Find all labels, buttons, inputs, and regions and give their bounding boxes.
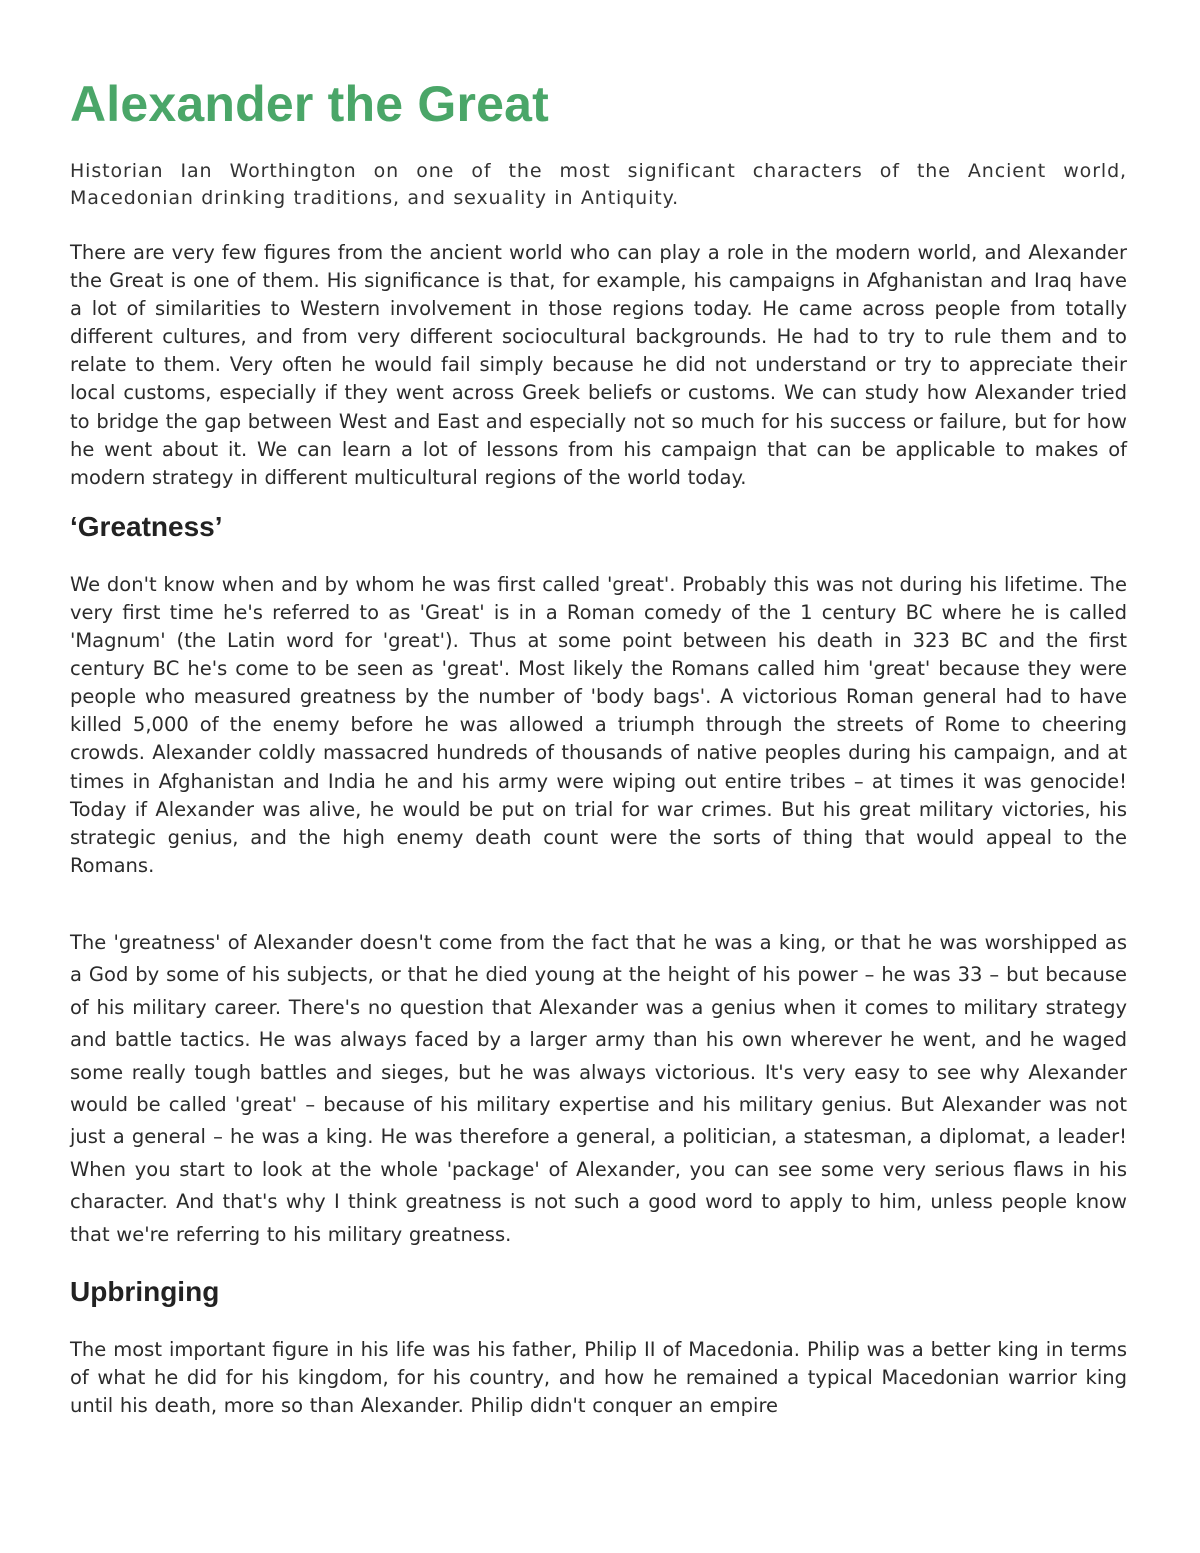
page-title: Alexander the Great [70, 76, 549, 132]
article-subtitle: Historian Ian Worthington on one of the most significant characters of the Ancient world, Macedonian drinking traditions, and sexuality in Antiquity. [70, 160, 1127, 209]
greatness-paragraph-2: The 'greatness' of Alexander doesn't come from the fact that he was a king, or that he was worshipped as a God by some of his subjects, or that he died young at the height of his power – he was 33 – but because of his military career. There's no question that Alexander was a genius when it comes to military strategy and battle tactics. He was always faced by a larger army than his own wherever he went, and he waged some really tough battles and sieges, but he was always victorious. It's very easy to see why Alexander would be called 'great' – because of his military expertise and his military genius. But Alexander was not just a general – he was a king. He was therefore a general, a politician, a statesman, a diplomat, a leader! When you start to look at the whole 'package' of Alexander, you can see some very serious flaws in his character. And that's why I think greatness is not such a good word to apply to him, unless people know that we're referring to his military greatness. [70, 930, 1127, 1246]
upbringing-paragraph-1: The most important figure in his life was his father, Philip II of Macedonia. Philip was a better king in terms of what he did for his kingdom, for his country, and how he remained a typical Macedonian warrior king until his death, more so than Alexander. Philip didn't conquer an empire [70, 1337, 1127, 1418]
section-heading-greatness: ‘Greatness’ [70, 510, 223, 542]
section-heading-upbringing: Upbringing [70, 1275, 220, 1307]
document-page [70, 72, 1127, 1420]
intro-paragraph: There are very few figures from the ancient world who can play a role in the modern world, and Alexander the Great is one of them. His significance is that, for example, his campaigns in Afghanistan and Iraq have a lot of similarities to Western involvement in those regions today. He came across people from totally different cultures, and from very different sociocultural backgrounds. He had to try to rule them and to relate to them. Very often he would fail simply because he did not understand or try to appreciate their local customs, especially if they went across Greek beliefs or customs. We can study how Alexander tried to bridge the gap between West and East and especially not so much for his success or failure, but for how he went about it. We can learn a lot of lessons from his campaign that can be applicable to makes of modern strategy in different multicultural regions of the world today. [70, 241, 1127, 489]
greatness-paragraph-1: We don't know when and by whom he was first called 'great'. Probably this was not during his lifetime. The very first time he's referred to as 'Great' is in a Roman comedy of the 1 century BC where he is called 'Magnum' (the Latin word for 'great'). Thus at some point between his death in 323 BC and the first century BC he's come to be seen as 'great'. Most likely the Romans called him 'great' because they were people who measured greatness by the number of 'body bags'. A victorious Roman general had to have killed 5,000 of the enemy before he was allowed a triumph through the streets of Rome to cheering crowds. Alexander coldly massacred hundreds of thousands of native peoples during his campaign, and at times in Afghanistan and India he and his army were wiping out entire tribes – at times it was genocide! Today if Alexander was alive, he would be put on trial for war crimes. But his great military victories, his strategic genius, and the high enemy death count were the sorts of thing that would appeal to the Romans. [70, 572, 1127, 877]
